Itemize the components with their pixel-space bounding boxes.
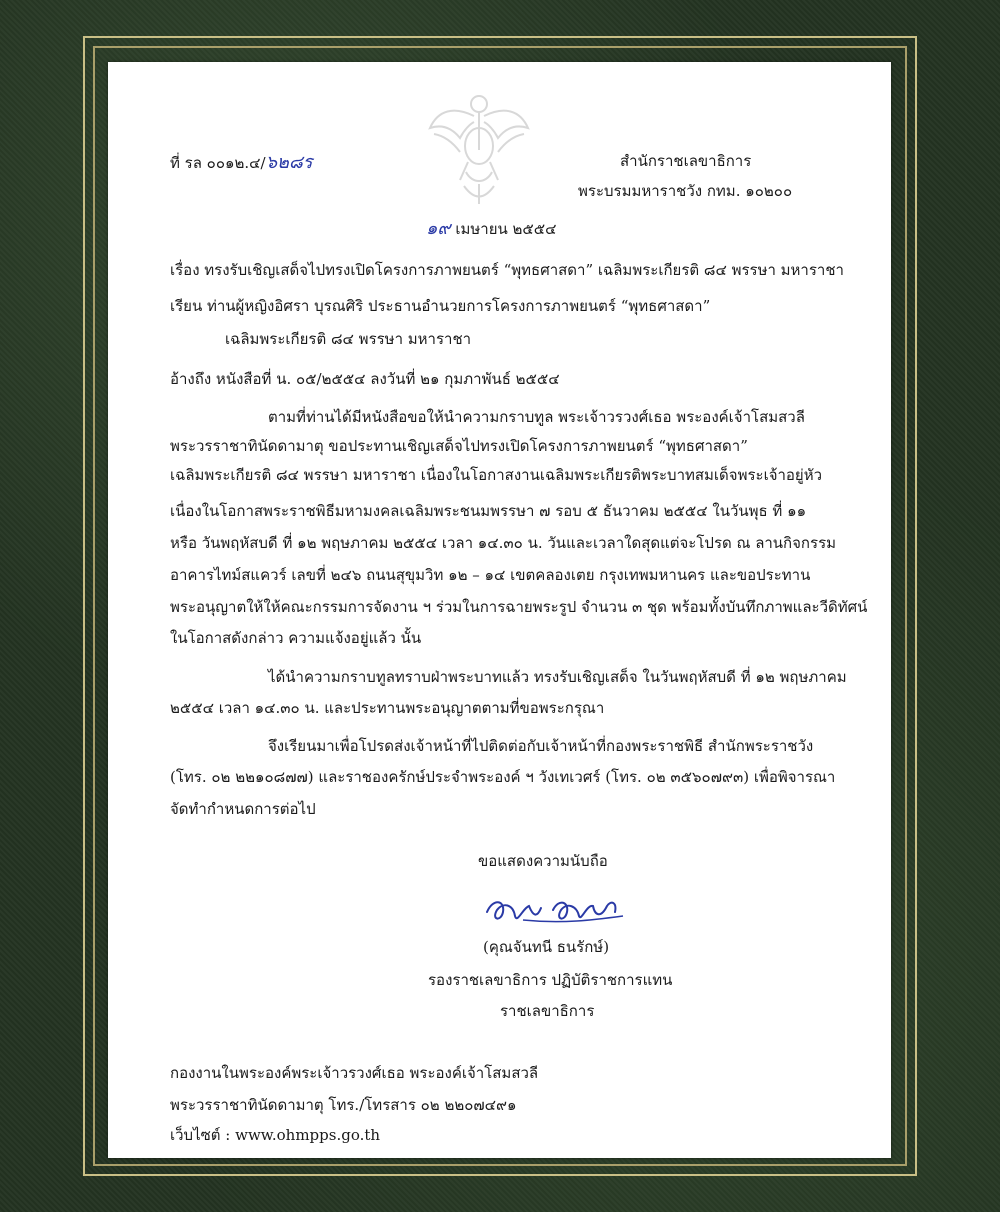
footer-website <box>170 1128 380 1143</box>
closing-salutation: ขอแสดงความนับถือ <box>478 852 608 870</box>
website-link[interactable]: เว็บไซต์ : www.ohmpps.go.th <box>170 1126 381 1144</box>
handwritten-signature <box>483 890 633 930</box>
signer-title: รองราชเลขาธิการ ปฏิบัติราชการแทน <box>428 971 673 989</box>
signer-name: (คุณจันทนี ธนรักษ์) <box>483 938 610 956</box>
subject-line: เรื่อง ทรงรับเชิญเสด็จไปทรงเปิดโครงการภาพยนตร์ “พุทธศาสดา” เฉลิมพระเกียรติ ๘๔ พรรษา มหาราชา <box>170 261 844 279</box>
paragraph-1-line: หรือ วันพฤหัสบดี ที่ ๑๒ พฤษภาคม ๒๕๕๔ เวลา ๑๔.๓๐ น. วันและเวลาใดสุดแต่จะโปรด ณ ลานกิจกรรม <box>170 534 837 552</box>
office-name: สำนักราชเลขาธิการ <box>620 152 752 170</box>
addressee-line-2: เฉลิมพระเกียรติ ๘๔ พรรษา มหาราชา <box>225 330 472 348</box>
paragraph-2-line: ๒๕๕๔ เวลา ๑๔.๓๐ น. และประทานพระอนุญาตตามที่ขอพระกรุณา <box>170 699 605 717</box>
paragraph-2-line: ได้นำความกราบทูลทราบฝ่าพระบาทแล้ว ทรงรับเชิญเสด็จ ในวันพฤหัสบดี ที่ ๑๒ พฤษภาคม <box>268 668 847 686</box>
document-number-prefix: ที่ รล ๐๐๑๒.๔/ <box>170 154 266 172</box>
document-number-handwritten: ๖๒๘ร <box>265 152 313 173</box>
garuda-emblem-icon <box>424 88 534 206</box>
document-number <box>170 154 312 172</box>
addressee-line-1: เรียน ท่านผู้หญิงอิศรา บุรณศิริ ประธานอำนวยการโครงการภาพยนตร์ “พุทธศาสดา” <box>170 297 711 315</box>
paragraph-1-line: เนื่องในโอกาสพระราชพิธีมหามงคลเฉลิมพระชนมพรรษา ๗ รอบ ๕ ธันวาคม ๒๕๕๔ ในวันพุธ ที่ ๑๑ <box>170 502 807 520</box>
paragraph-3-line: จึงเรียนมาเพื่อโปรดส่งเจ้าหน้าที่ไปติดต่อกับเจ้าหน้าที่กองพระราชพิธี สำนักพระราชวัง <box>268 737 814 755</box>
paragraph-1-line: พระอนุญาตให้ให้คณะกรรมการจัดงาน ฯ ร่วมในการฉายพระรูป จำนวน ๓ ชุด พร้อมทั้งบันทึกภาพและวีดิทัศน์ <box>170 598 868 616</box>
date-day-handwritten: ๑๙ <box>426 218 451 239</box>
reference-line: อ้างถึง หนังสือที่ น. ๐๕/๒๕๕๔ ลงวันที่ ๒๑ กุมภาพันธ์ ๒๕๕๔ <box>170 370 560 388</box>
paragraph-3-line: จัดทำกำหนดการต่อไป <box>170 800 316 818</box>
footer-line: กองงานในพระองค์พระเจ้าวรวงศ์เธอ พระองค์เจ้าโสมสวลี <box>170 1064 539 1082</box>
signer-title-2: ราชเลขาธิการ <box>500 1002 595 1020</box>
paragraph-3-line: (โทร. ๐๒ ๒๒๑๐๘๗๗) และราชองครักษ์ประจำพระองค์ ฯ วังเทเวศร์ (โทร. ๐๒ ๓๕๖๐๗๙๓) เพื่อพิจารณา <box>170 768 836 786</box>
paragraph-1-line: อาคารไทม์สแควร์ เลขที่ ๒๔๖ ถนนสุขุมวิท ๑๒ – ๑๔ เขตคลองเตย กรุงเทพมหานคร และขอประทาน <box>170 566 811 584</box>
paragraph-1-line: ตามที่ท่านได้มีหนังสือขอให้นำความกราบทูล พระเจ้าวรวงศ์เธอ พระองค์เจ้าโสมสวลี <box>268 408 805 426</box>
footer-line: พระวรราชาทินัดดามาตุ โทร./โทรสาร ๐๒ ๒๒๐๗๔๙๑ <box>170 1096 517 1114</box>
letter-date <box>426 220 556 238</box>
paragraph-1-line: เฉลิมพระเกียรติ ๘๔ พรรษา มหาราชา เนื่องในโอกาสงานเฉลิมพระเกียรติพระบาทสมเด็จพระเจ้าอยู่หัว <box>170 466 823 484</box>
office-address: พระบรมมหาราชวัง กทม. ๑๐๒๐๐ <box>578 182 793 200</box>
letter-paper <box>108 62 891 1158</box>
paragraph-1-line: ในโอกาสดังกล่าว ความแจ้งอยู่แล้ว นั้น <box>170 629 422 647</box>
date-month-year: เมษายน ๒๕๕๔ <box>455 220 557 238</box>
paragraph-1-line: พระวรราชาทินัดดามาตุ ขอประทานเชิญเสด็จไปทรงเปิดโครงการภาพยนตร์ “พุทธศาสดา” <box>170 437 748 455</box>
